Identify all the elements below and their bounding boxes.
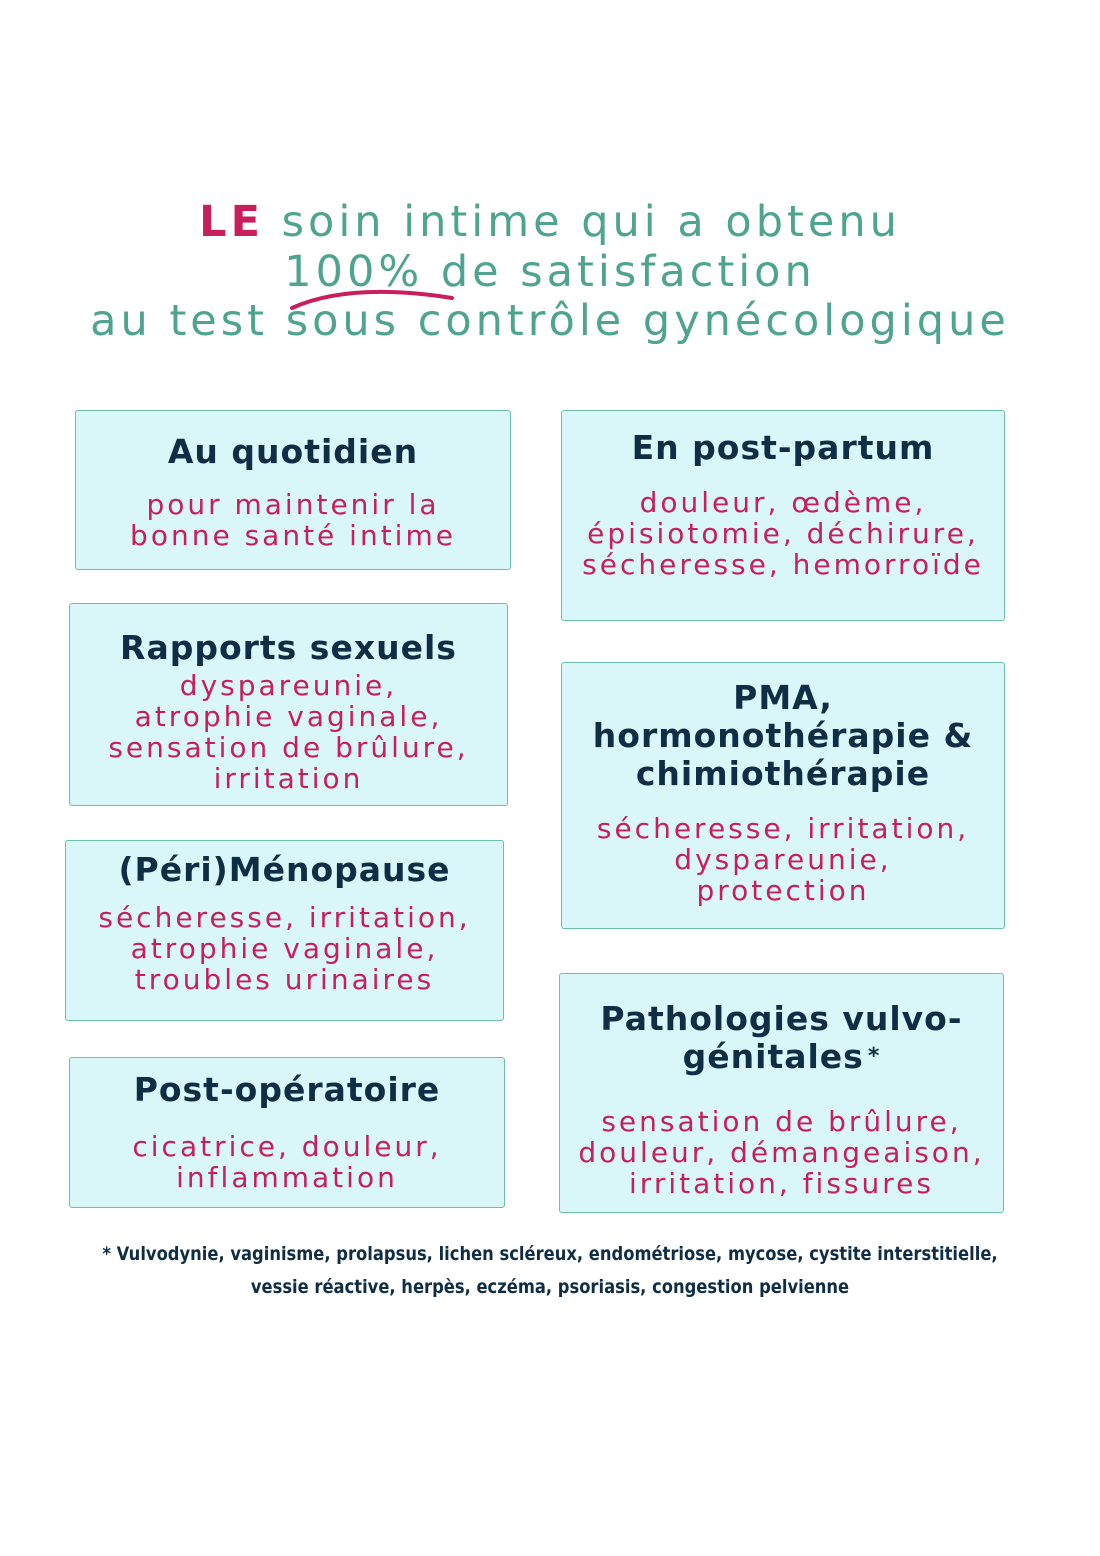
card-post-operatoire	[69, 1057, 505, 1208]
footnote-line-2: vessie réactive, herpès, eczéma, psoriasis, congestion pelvienne	[250, 1276, 850, 1298]
card-description: dyspareunie, atrophie vaginale, sensation de brûlure, irritation	[108, 669, 469, 795]
card-rapports-sexuels	[69, 603, 508, 806]
footnote-asterisk: *	[867, 1044, 881, 1069]
headline-line-1-text: soin intime qui a obtenu	[263, 197, 901, 247]
card-description: sensation de brûlure, douleur, démangeaison, irritation, fissures	[578, 1105, 985, 1200]
card-post-partum	[561, 410, 1005, 621]
card-title: En post-partum	[631, 428, 935, 467]
card-description: pour maintenir la bonne santé intime	[130, 488, 456, 552]
card-title: Post-opératoire	[133, 1070, 441, 1109]
footnote-line-1: * Vulvodynie, vaginisme, prolapsus, lichen scléreux, endométriose, mycose, cystite interstitielle,	[102, 1243, 998, 1265]
card-title-line-2: génitales	[682, 1037, 864, 1076]
headline-line-3: au test sous contrôle gynécologique	[90, 296, 1010, 346]
underline-swoosh	[280, 280, 480, 320]
headline-line-2: 100% de satisfaction	[284, 247, 816, 297]
card-au-quotidien	[75, 410, 511, 570]
headline-line-1	[0, 198, 1100, 247]
headline-accent: LE	[199, 197, 264, 247]
card-title	[560, 1000, 1003, 1076]
card-pathologies	[559, 973, 1004, 1213]
card-description: cicatrice, douleur, inflammation	[132, 1130, 442, 1194]
card-title: Rapports sexuels	[120, 628, 457, 667]
card-description: douleur, œdème, épisiotomie, déchirure, sécheresse, hemorroïde	[582, 486, 984, 581]
card-pma	[561, 662, 1005, 929]
card-peri-menopause	[65, 840, 504, 1021]
card-title: (Péri)Ménopause	[118, 850, 451, 889]
card-description: sécheresse, irritation, atrophie vaginale, troubles urinaires	[98, 901, 471, 996]
card-title-line-1: Pathologies vulvo-	[600, 999, 963, 1038]
card-title: PMA, hormonothérapie & chimiothérapie	[592, 678, 974, 793]
card-title: Au quotidien	[167, 432, 419, 471]
card-description: sécheresse, irritation, dyspareunie, protection	[596, 812, 970, 907]
